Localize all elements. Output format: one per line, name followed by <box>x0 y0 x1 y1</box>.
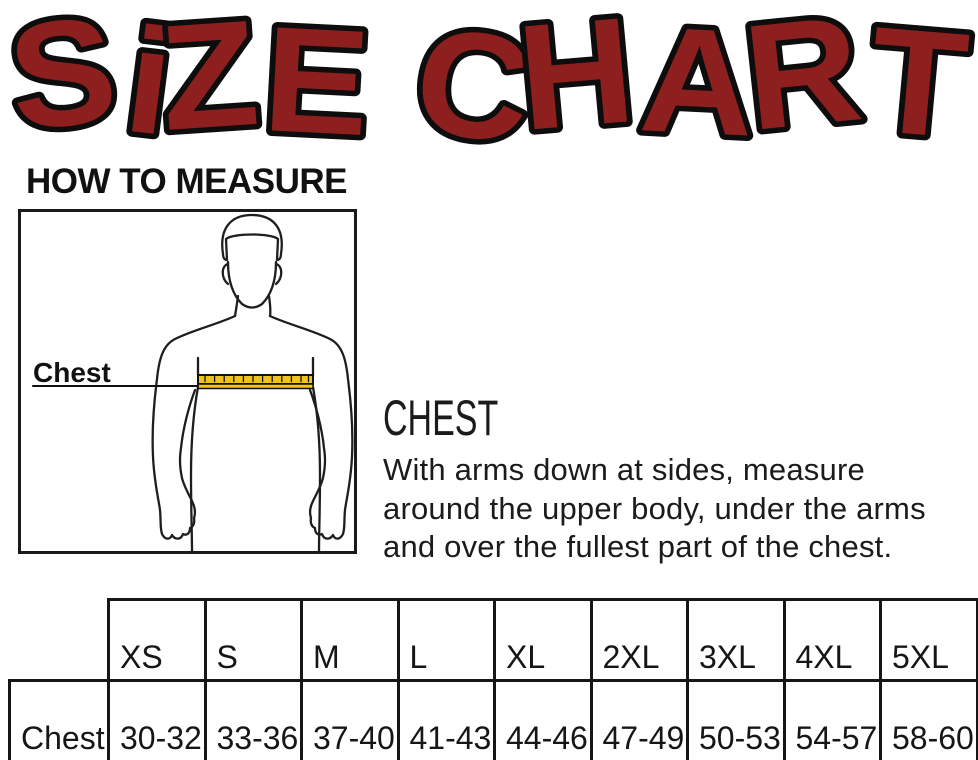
chest-row-label: Chest <box>10 681 109 760</box>
measurement-figure-box <box>18 209 357 554</box>
size-header-l: L <box>398 600 495 681</box>
chest-pointer-label: Chest <box>33 357 111 388</box>
figure-neck-left <box>235 296 238 316</box>
chest-value-l: 41-43 <box>398 681 495 760</box>
size-header-row <box>10 600 978 681</box>
size-header-2xl: 2XL <box>591 600 688 681</box>
chest-description <box>383 451 926 567</box>
figure-right-arm <box>270 316 352 539</box>
chest-value-s: 33-36 <box>205 681 302 760</box>
size-header-4xl: 4XL <box>784 600 881 681</box>
size-header-xl: XL <box>495 600 592 681</box>
chest-value-xl: 44-46 <box>495 681 592 760</box>
size-header-s: S <box>205 600 302 681</box>
chest-values-row <box>10 681 978 760</box>
size-header-m: M <box>302 600 399 681</box>
figure-hair <box>222 215 282 260</box>
table-corner-blank <box>10 600 109 681</box>
chest-description-line-2: around the upper body, under the arms <box>383 490 926 526</box>
size-table <box>8 598 978 760</box>
chest-value-2xl: 47-49 <box>591 681 688 760</box>
title-text: SiZE CHART <box>1 0 969 158</box>
size-header-xs: XS <box>109 600 206 681</box>
measuring-tape <box>198 375 313 389</box>
how-to-measure-heading: HOW TO MEASURE <box>26 162 347 201</box>
chest-section-heading: CHEST <box>383 390 499 446</box>
chest-value-3xl: 50-53 <box>688 681 785 760</box>
figure-neck-right <box>269 296 270 316</box>
chest-value-m: 37-40 <box>302 681 399 760</box>
chest-description-line-1: With arms down at sides, measure <box>383 452 865 487</box>
figure-torso-left <box>191 387 198 551</box>
chest-value-xs: 30-32 <box>109 681 206 760</box>
chest-description-line-3: and over the fullest part of the chest. <box>383 529 893 564</box>
size-header-3xl: 3XL <box>688 600 785 681</box>
chest-value-4xl: 54-57 <box>784 681 881 760</box>
body-figure-illustration <box>21 212 354 551</box>
size-header-5xl: 5XL <box>881 600 978 681</box>
title-banner <box>0 0 978 158</box>
chest-value-5xl: 58-60 <box>881 681 978 760</box>
